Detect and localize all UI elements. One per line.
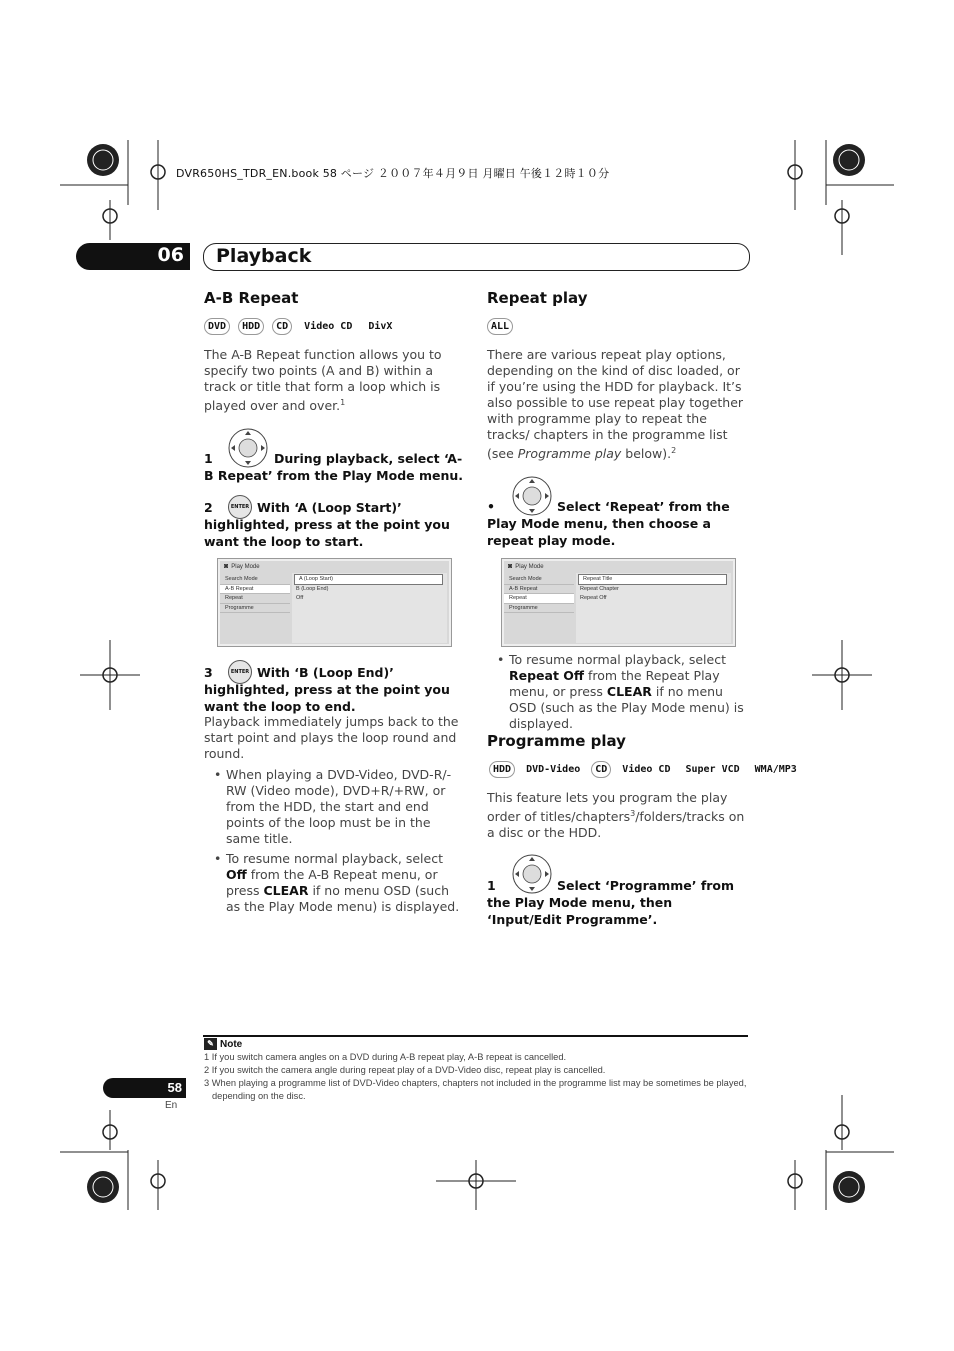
ab-step-1-number: 1 (204, 451, 213, 466)
osd-option: Off (296, 595, 304, 601)
notes-list (204, 1051, 749, 1103)
ab-repeat-heading: A-B Repeat (204, 289, 299, 307)
enter-button-icon: ENTER (228, 495, 252, 519)
footnote-ref-3: 3 (630, 809, 636, 818)
osd-title-text: Play Mode (231, 563, 260, 570)
chapter-title-box (203, 243, 750, 271)
repeat-bullet-pre: To resume normal playback, select (509, 652, 726, 667)
programme-step-1-text: Select ‘Programme’ from the Play Mode menu, then ‘Input/Edit Programme’. (487, 878, 735, 927)
osd-title: ◙ Play Mode (508, 563, 544, 570)
chapter-title: Playback (216, 245, 312, 267)
programme-intro-post: /folders/tracks on a disc or the HDD. (487, 809, 745, 841)
badge-super-vcd: Super VCD (685, 764, 740, 775)
note-heading-text: Note (220, 1038, 243, 1050)
note-pin-icon: ✎ (204, 1038, 217, 1050)
osd-title: ◙ Play Mode (224, 563, 260, 570)
badge-video-cd: Video CD (304, 321, 353, 332)
osd-option: Repeat Chapter (580, 586, 619, 592)
ab-step-3-body: Playback immediately jumps back to the start point and plays the loop round and round. (204, 714, 459, 761)
list-item (487, 652, 749, 732)
ab-step-2 (204, 499, 466, 550)
ab-step-2-number: 2 (204, 500, 213, 515)
badge-cd: CD (591, 761, 611, 778)
osd-option: Repeat Off (580, 595, 607, 601)
osd-option: A (Loop Start) (294, 574, 443, 585)
badge-dvd: DVD (204, 318, 230, 335)
footnote: 3 When playing a programme list of DVD-Video chapters, chapters not included in the programme list may be sometimes be played, depending on the disc. (204, 1078, 747, 1101)
enter-button-icon: ENTER (228, 660, 252, 684)
osd-menu-item: Search Mode (504, 575, 574, 585)
repeat-intro-post: below). (621, 446, 672, 462)
osd-menu-item: Programme (220, 604, 290, 614)
ab-bullet-2-pre: To resume normal playback, select (226, 851, 443, 866)
badge-hdd: HDD (238, 318, 264, 335)
page-language: En (165, 1100, 178, 1111)
repeat-play-badges (487, 318, 513, 335)
chapter-number: 06 (157, 244, 184, 266)
osd-menu-item: Programme (504, 604, 574, 614)
osd-menu-item: A-B Repeat (504, 585, 574, 595)
footnote-ref-2: 2 (671, 446, 677, 455)
badge-divx: DivX (368, 321, 393, 332)
ab-bullet-2-post: if no menu OSD (such as the Play Mode menu) is displayed. (226, 883, 460, 914)
programme-play-heading: Programme play (487, 732, 626, 750)
programme-step-1-number: 1 (487, 878, 496, 893)
ab-repeat-intro-text: The A-B Repeat function allows you to specify two points (A and B) within a track or title that form a loop which is played over and over. (204, 347, 442, 414)
ab-bullet-2-clear: CLEAR (263, 883, 309, 898)
repeat-intro-pre: There are various repeat play options, depending on the kind of disc loaded, or if you’re using the HDD for playback. It’s also possible to use repeat play together with programme play to repeat the tracks/ chapters in the programme list (see (487, 347, 744, 462)
osd-menu-item: Search Mode (220, 575, 290, 585)
ab-repeat-badges (204, 318, 396, 335)
osd-options (292, 573, 447, 643)
note-divider (203, 1035, 748, 1037)
repeat-bullet-clear: CLEAR (606, 684, 652, 699)
footnote: 2 If you switch the camera angle during repeat play of a DVD-Video disc, repeat play is cancelled. (204, 1065, 606, 1075)
badge-hdd: HDD (489, 761, 515, 778)
programme-play-badges (489, 761, 801, 778)
ab-step-3 (204, 664, 466, 715)
osd-option: Repeat Title (578, 574, 727, 585)
badge-cd: CD (272, 318, 292, 335)
ab-bullet-2-mid: from the A-B Repeat menu, or press (226, 867, 438, 898)
badge-video-cd: Video CD (622, 764, 671, 775)
repeat-step-bullet: • (487, 499, 495, 514)
ab-step-1-text: During playback, select ‘A-B Repeat’ from the Play Mode menu. (204, 451, 464, 483)
repeat-bullet-post: if no menu OSD (such as the Play Mode menu) is displayed. (509, 684, 744, 731)
ab-repeat-intro (204, 347, 466, 414)
list-item (204, 767, 466, 847)
ab-repeat-bullets (204, 767, 466, 919)
footnote: 1 If you switch camera angles on a DVD during A-B repeat play, A-B repeat is cancelled. (204, 1052, 567, 1062)
programme-intro-pre: This feature lets you program the play order of titles/chapters (487, 790, 728, 825)
repeat-play-heading: Repeat play (487, 289, 588, 307)
chapter-tab (76, 243, 190, 270)
footnote-ref-1: 1 (340, 398, 346, 407)
ab-step-2-text: With ‘A (Loop Start)’ highlighted, press at the point you want the loop to start. (204, 500, 450, 549)
osd-menu (504, 575, 574, 613)
repeat-play-bullets (487, 652, 749, 736)
repeat-intro-link: Programme play (517, 446, 622, 462)
badge-all: ALL (487, 318, 513, 335)
repeat-play-intro (487, 347, 749, 462)
ab-step-3-number: 3 (204, 665, 213, 680)
print-header: DVR650HS_TDR_EN.book 58 ページ ２００７年４月９日 月曜日 午後１２時１０分 (176, 167, 610, 180)
repeat-bullet-mid: from the Repeat Play menu, or press (509, 668, 720, 699)
osd-option: B (Loop End) (296, 586, 329, 592)
note-heading (204, 1038, 242, 1050)
osd-options (576, 573, 731, 643)
osd-menu (220, 575, 290, 613)
ab-bullet-2-off: Off (226, 867, 247, 882)
osd-menu-item: Repeat (504, 594, 574, 604)
ab-bullet-1-text: When playing a DVD-Video, DVD-R/-RW (Video mode), DVD+R/+RW, or from the HDD, the start and end points of the loop must be in the same title. (226, 767, 452, 846)
osd-title-text: Play Mode (515, 563, 544, 570)
ab-repeat-osd-screenshot (217, 558, 452, 647)
repeat-bullet-repeat-off: Repeat Off (509, 668, 585, 683)
osd-menu-item: A-B Repeat (220, 585, 290, 595)
badge-wma-mp3: WMA/MP3 (754, 764, 797, 775)
ab-step-3-text: With ‘B (Loop End)’ highlighted, press at the point you want the loop to end. (204, 665, 450, 714)
badge-dvd-video: DVD-Video (526, 764, 581, 775)
programme-step-1 (487, 877, 749, 928)
list-item (204, 851, 466, 915)
page-number-tab (103, 1078, 186, 1098)
repeat-step-text: Select ‘Repeat’ from the Play Mode menu, then choose a repeat play mode. (487, 499, 730, 548)
programme-play-intro (487, 790, 749, 841)
osd-menu-item: Repeat (220, 594, 290, 604)
ab-step-1 (204, 450, 466, 484)
page-number: 58 (167, 1080, 182, 1095)
repeat-osd-screenshot (501, 558, 736, 647)
repeat-step (487, 498, 749, 549)
